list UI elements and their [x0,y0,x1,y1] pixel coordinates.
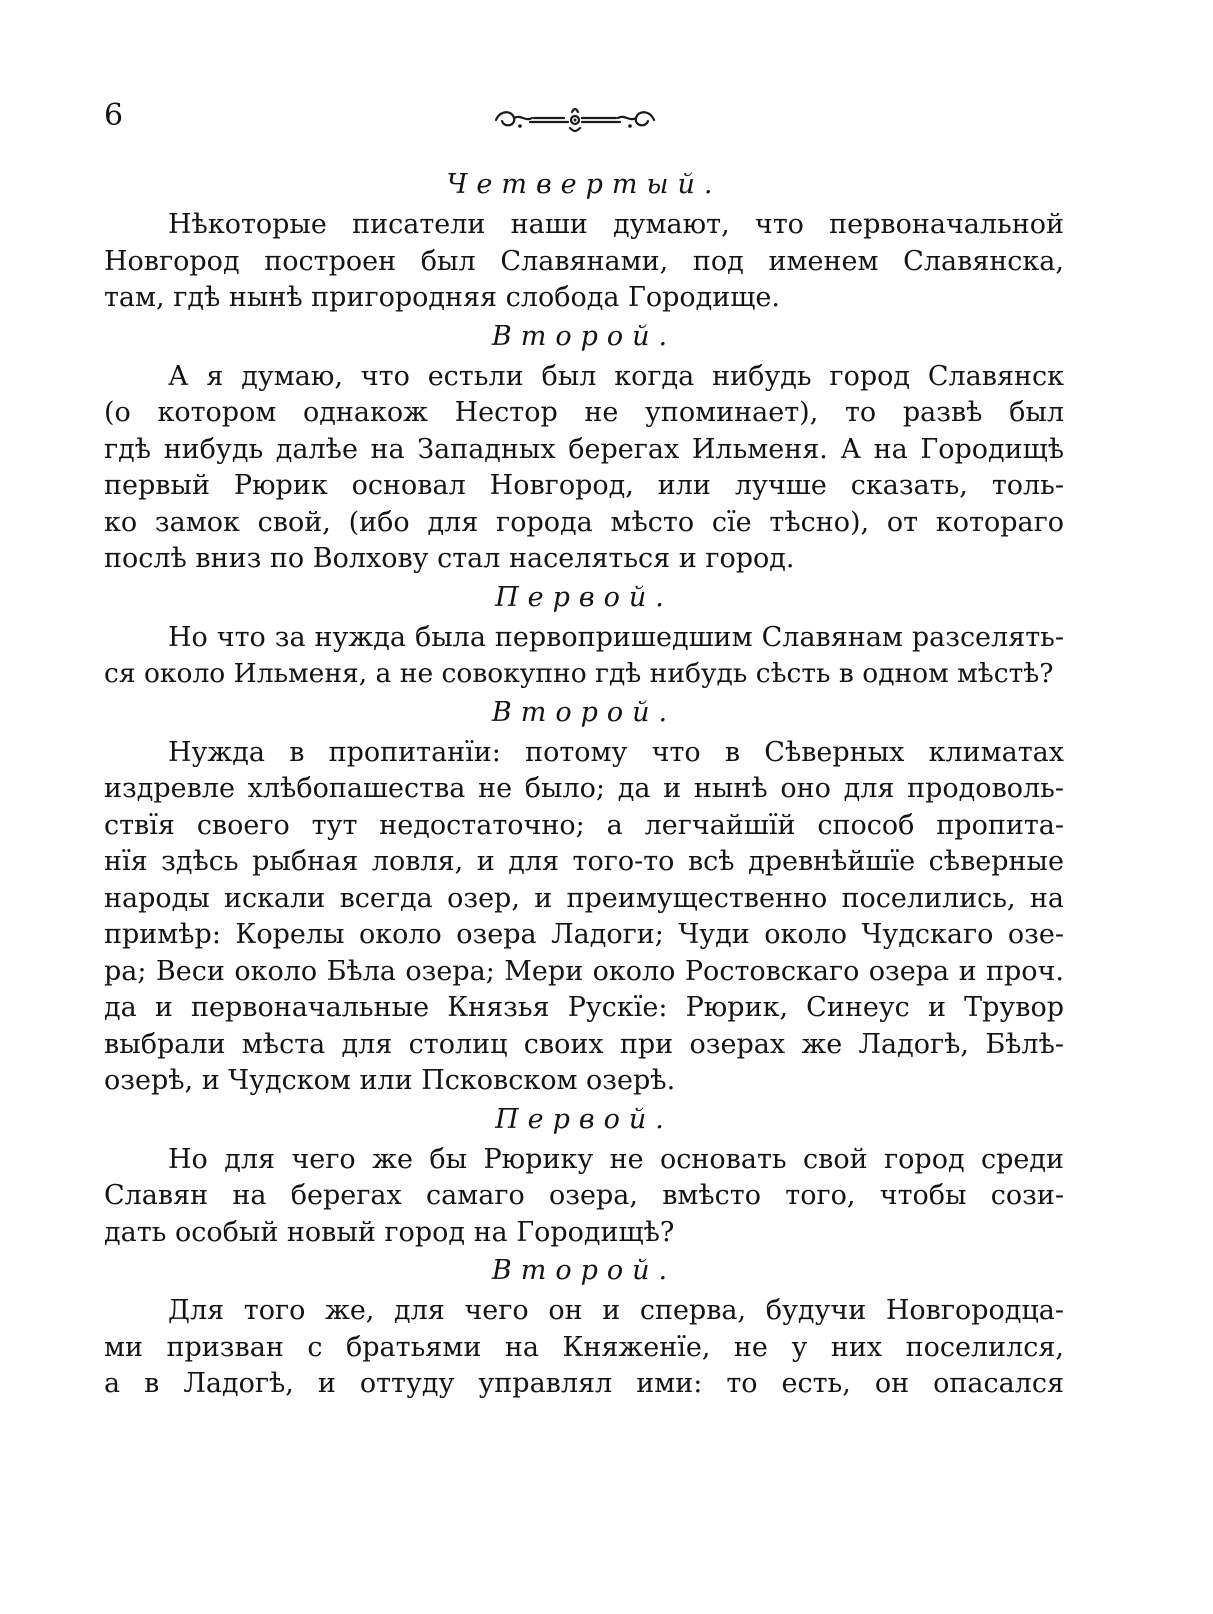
paragraph [104,1293,1064,1403]
dialogue-heading: Четвертый. [446,169,722,200]
text-line: Нужда в пропитанїи: потому что в Сѣверных климатах [168,736,1064,768]
text-line: первый Рюрик основал Новгород, или лучше сказать, толь- [104,470,1064,501]
page-number: 6 [104,98,124,133]
text-line: примѣр: Корелы около озера Ладоги; Чуди около Чудскаго озе- [104,919,1064,950]
text-line: Новгород построен был Славянами, под именем Славянска, [104,245,1064,277]
text-line: народы искали всегда озер, и преимущественно поселились, на [104,882,1064,914]
text-line: издревле хлѣбопашества не было; да и нынѣ оно для продоволь- [104,773,1064,804]
text-line: нїя здѣсь рыбная ловля, и для того-то всѣ древнѣйшїе сѣверные [104,846,1064,877]
dialogue-heading: Первой. [495,1103,673,1135]
text-line: а в Ладогѣ, и оттуду управлял ими: то есть, он опасался [104,1368,1064,1399]
text-line: да и первоначальные Князья Рускїе: Рюрик, Синеус и Трувор [104,992,1064,1023]
dialogue-heading: Первой. [495,581,673,613]
text-line: ко замок свой, (ибо для города мѣсто сїе тѣсно), от котораго [104,506,1064,538]
text-line: озерѣ, и Чудском или Псковском озерѣ. [104,1065,676,1096]
dialogue-heading: Второй. [491,696,677,728]
text-line: ми призван с братьями на Княженїе, не у них поселился, [104,1331,1064,1363]
text-line: выбрали мѣста для столиц своих при озерах же Ладогѣ, Бѣлѣ- [104,1028,1064,1060]
text-line: послѣ вниз по Волхову стал населяться и город. [104,543,795,574]
text-line: ра; Веси около Бѣла озера; Мери около Ростовскаго озера и проч. [104,955,1064,987]
text-line: (о котором однакож Нестор не упоминает), то развѣ был [104,397,1064,428]
paragraph [104,620,1064,693]
paragraph [104,735,1064,1100]
text-line: гдѣ нибудь далѣе на Западных берегах Ильменя. А на Городищѣ [104,433,1064,465]
dialogue-heading: Второй. [491,1255,677,1286]
text-line: там, гдѣ нынѣ пригородняя слобода Городище. [104,282,780,313]
text-line: ся около Ильменя, а не совокупно гдѣ нибудь сѣсть в одном мѣстѣ? [104,658,1054,689]
dialogue-heading: Второй. [491,320,677,352]
text-line: Но что за нужда была первопришедшим Славянам разселять- [168,621,1064,653]
text-line: Но для чего же бы Рюрику не основать свой город среди [168,1143,1064,1175]
paragraph [104,1142,1064,1252]
text-line: А я думаю, что естьли был когда нибудь город Славянск [168,360,1064,392]
text-line: Нѣкоторые писатели наши думают, что первоначальной [168,209,1064,240]
paragraph [104,359,1064,578]
text-line: Для того же, для чего он и сперва, будучи Новгородца- [168,1295,1064,1326]
text-line: дать особый новый город на Городищѣ? [104,1216,675,1248]
text-line: ствїя своего тут недостаточно; а легчайшїй способ пропита- [104,809,1064,841]
paragraph [104,207,1064,317]
main-text [104,165,1064,1403]
decorative-headpiece-ornament-icon [490,104,660,134]
text-line: Славян на берегах самаго озера, вмѣсто того, чтобы сози- [104,1180,1064,1211]
